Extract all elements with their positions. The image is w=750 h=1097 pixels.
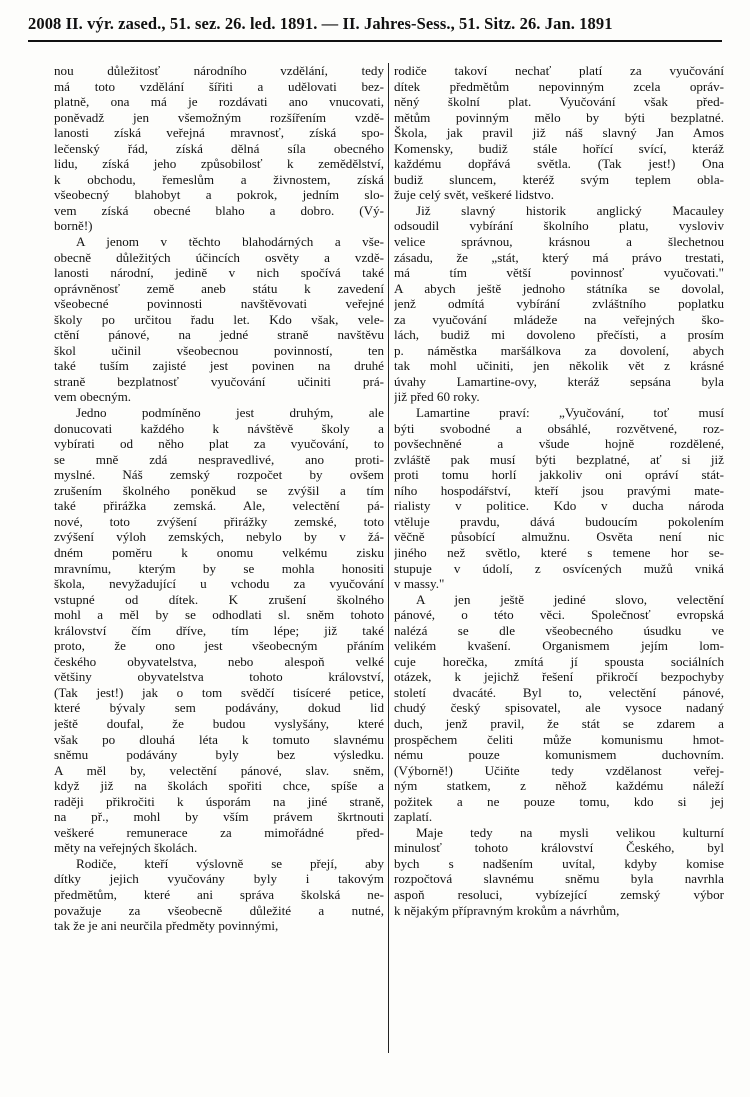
text-line: velice správnou, krásnou a šlechetnou: [394, 234, 724, 250]
text-line: věčně působící almužnu. Osvěta není nic: [394, 529, 724, 545]
text-line: oprávněnosť země aneb státu k zavedení: [54, 280, 384, 296]
text-line: sněmu podávány byly bez výsledku.: [54, 747, 384, 763]
text-line: (Tak jest!) jak o tom svědčí tisíceré petice,: [54, 684, 384, 700]
text-line: nému pouze komunismem duchovním.: [394, 747, 724, 763]
paragraph: [54, 63, 384, 234]
text-line: když již na školách spořiti chce, spíše a: [54, 778, 384, 794]
text-line: všeobecný blahobyt a pokrok, jedním slo-: [54, 187, 384, 203]
text-line: budiž sluncem, kteréž svým teplem obla-: [394, 171, 724, 187]
text-line: rodiče takoví nechať platí za vyučování: [394, 63, 724, 78]
text-line: mohl a měl by se odhodlati sl. sněm tohoto: [54, 607, 384, 623]
text-line: raději přikročiti k úsporám na jiné straně,: [54, 793, 384, 809]
text-line: škol učinil všeobecnou povinností, ten: [54, 342, 384, 358]
text-line: za vyučování mládeže na veřejných ško-: [394, 311, 724, 327]
text-line: A jen ještě jediné slovo, velectění: [416, 591, 724, 607]
text-line: myslné. Náš zemský rozpočet by ovšem: [54, 467, 384, 483]
text-line: lečenský řád, získá dělná síla obecného: [54, 140, 384, 156]
text-line: něný školní plat. Vyučování však před-: [394, 94, 724, 110]
text-line: nalézá se dle všeobecného úsudku ve: [394, 622, 724, 638]
text-line: minulosť tohoto království Českého, byl: [394, 840, 724, 856]
text-line: nou důležitosť národního vzdělání, tedy: [54, 63, 384, 78]
header-rule: [28, 40, 722, 42]
left-column: [54, 63, 384, 934]
text-line: požitek a ne pouze tomu, kdo si jej: [394, 793, 724, 809]
paragraph: [54, 856, 384, 934]
paragraph: [394, 203, 724, 405]
text-line: rialisty v politice. Kdo v ducha národa: [394, 498, 724, 514]
text-line: otázek, k jejichž řešení přikročí bezpochyby: [394, 669, 724, 685]
paragraph: [394, 592, 724, 825]
paragraph: [54, 234, 384, 405]
text-line: dítek předmětům nepovinným zcela opráv-: [394, 78, 724, 94]
text-line: má toto vzdělání šířiti a udělovati bez-: [54, 78, 384, 94]
page-header: 2008 II. výr. zased., 51. sez. 26. led. 1891. — II. Jahres-Sess., 51. Sitz. 26. Jan. 1891: [28, 14, 613, 33]
text-line: zaplatí.: [394, 809, 433, 825]
text-line: jiného než světlo, které s temene hor se-: [394, 544, 724, 560]
text-line: však po dlouhá léta k tomuto slavnému: [54, 731, 384, 747]
column-divider: [388, 63, 389, 1053]
text-line: vybírati od něho plat za vyučování, to: [54, 436, 384, 452]
text-line: mětům povinným mělo by býti bezplatné.: [394, 109, 724, 125]
text-line: povšechněné a všude hojně rozdělené,: [394, 436, 724, 452]
text-line: mravnímu, kterým by se mohla honositi: [54, 560, 384, 576]
text-line: má tím větší povinnosť vyučovati.": [394, 265, 724, 281]
text-line: Rodiče, kteří výslovně se přejí, aby: [76, 855, 384, 871]
text-line: cuje horečka, zmítá jí spousta sociálních: [394, 653, 724, 669]
text-line: A měl by, velectění pánové, slav. sněm,: [54, 762, 384, 778]
text-line: prospěchem čeliti může komunismu hmot-: [394, 731, 724, 747]
text-line: chudý český spisovatel, ale vysoce nadaný: [394, 700, 724, 716]
text-line: borně!): [54, 218, 93, 234]
text-line: vem získá obecné blaho a dobro. (Vý-: [54, 202, 384, 218]
text-line: také přirážka zemská. Ale, velectění pá-: [54, 498, 384, 514]
text-line: zvýšení výloh zemských, nebylo by v žá-: [54, 529, 384, 545]
text-line: platně, ona má je rozdávati ano vnucovati,: [54, 94, 384, 110]
text-line: předmětům, které ani správa školská ne-: [54, 886, 384, 902]
text-line: velikém kvašení. Organismem jejím lom-: [394, 638, 724, 654]
text-line: považuje za všeobecně důležité a nutné,: [54, 902, 384, 918]
paragraph: [54, 405, 384, 856]
text-line: straně bezplatnosť vyučování učiniti prá-: [54, 373, 384, 389]
text-line: ještě doufal, že budou vyslyšány, které: [54, 715, 384, 731]
text-line: které bývaly sem podávány, dokud lid: [54, 700, 384, 716]
text-line: obecně důležitých účincích osvěty a vzdě-: [54, 249, 384, 265]
text-line: století dvacáté. Byl to, velectění pánové,: [394, 684, 724, 700]
text-line: proto, že ono jest všeobecným přáním: [54, 638, 384, 654]
text-line: na př., mohl by vším právem škrtnouti: [54, 809, 384, 825]
text-line: bych s nadšením uvítal, kdyby komise: [394, 855, 724, 871]
text-line: zvláště pak musí býti bezplatné, ať si již: [394, 451, 724, 467]
text-line: duch, jenž pravil, že stát se zdarem a: [394, 715, 724, 731]
text-line: se mně zdá nespravedlivé, ano proti-: [54, 451, 384, 467]
text-line: již před 60 roky.: [394, 389, 480, 405]
text-line: také tuším zajisté jest povinen na druhé: [54, 358, 384, 374]
text-line: býti svobodné a obsáhlé, rozvětvené, roz-: [394, 420, 724, 436]
text-line: nové, toto zvýšení přirážky zemské, toto: [54, 513, 384, 529]
text-line: lanosti národní, jedině v nich spočívá také: [54, 265, 384, 281]
text-line: škola, nevyžadující u vchodu za vyučování: [54, 576, 384, 592]
text-line: A jenom v těchto blahodárných a vše-: [76, 234, 384, 250]
paragraph: [394, 825, 724, 918]
text-line: zásadu, že „stát, který má právo trestati,: [394, 249, 724, 265]
text-line: A abych ještě jednoho státníka se dovolal,: [394, 280, 724, 296]
text-line: pánové, o této věci. Společnosť evropská: [394, 607, 724, 623]
text-line: ctění pánové, na jedné straně navštěvu: [54, 327, 384, 343]
text-line: stupuje v údolí, z osvícených mužů vniká: [394, 560, 724, 576]
text-line: proti tomu horlí jakkoliv oni opráví stát-: [394, 467, 724, 483]
text-line: k obchodu, řemeslům a živnostem, získá: [54, 171, 384, 187]
paragraph: [394, 405, 724, 592]
text-line: ního hospodářství, kteří jsou pravými mate-: [394, 482, 724, 498]
text-line: k nějakým přípravným krokům a návrhům,: [394, 902, 620, 918]
text-line: žuje celý svět, veškeré lidstvo.: [394, 187, 554, 203]
text-line: odsoudil vybírání školního platu, vysloviv: [394, 218, 724, 234]
text-line: dítky jejich vyučovány byly i takovým: [54, 871, 384, 887]
text-line: Škola, jak pravil již náš slavný Jan Amos: [394, 125, 724, 141]
text-line: donucovati každého k návštěvě školy a: [54, 420, 384, 436]
paragraph: [394, 63, 724, 203]
text-line: (Výborně!) Učiňte tedy vzdělanost veřej-: [394, 762, 724, 778]
text-line: měty na veřejných školách.: [54, 840, 198, 856]
text-line: lanosti získá veřejná mravnosť, získá spo-: [54, 125, 384, 141]
text-line: vtěluje pravdu, dává budoucím pokolením: [394, 513, 724, 529]
text-line: českého obyvatelstva, nebo alespoň velké: [54, 653, 384, 669]
text-line: úvahy Lamartine-ovy, kteráž sepsána byla: [394, 373, 724, 389]
text-line: školy po určitou řadu let. Kdo však, vele-: [54, 311, 384, 327]
text-line: Komensky, budiž stále hořící svící, kteráž: [394, 140, 724, 156]
text-line: p. náměstka maršálkova za dovolení, abych: [394, 342, 724, 358]
text-line: zrušením školného poněkud se zvýšil a tím: [54, 482, 384, 498]
text-line: lách, budiž mi dovoleno přečísti, a prosím: [394, 327, 724, 343]
text-line: všeobecné povinnosti navštěvovati veřejné: [54, 296, 384, 312]
text-line: aspoň resoluci, vybízející zemský výbor: [394, 886, 724, 902]
text-line: veškeré remunerace za mimořádné před-: [54, 824, 384, 840]
text-line: tak že je ani neurčila předměty povinnými,: [54, 918, 279, 934]
text-line: Lamartine praví: „Vyučování, toť musí: [416, 405, 724, 421]
text-line: Již slavný historik anglický Macauley: [416, 202, 724, 218]
text-line: ným statkem, z něhož každému náleží: [394, 778, 724, 794]
text-line: poněvadž jen všemožným rozšířením vzdě-: [54, 109, 384, 125]
text-line: Maje tedy na mysli velikou kulturní: [416, 824, 724, 840]
text-line: rozpočtová slavnému sněmu byla navrhla: [394, 871, 724, 887]
text-line: lidu, získá jeho způsobilosť k zemědělství,: [54, 156, 384, 172]
text-line: vstupné od dítek. K zrušení školného: [54, 591, 384, 607]
text-line: dném poměru k onomu velkému zisku: [54, 544, 384, 560]
text-line: vem obecným.: [54, 389, 132, 405]
text-line: království čím dříve, tím lépe; již také: [54, 622, 384, 638]
text-line: tak mohl učiniti, jen několik vět z krásné: [394, 358, 724, 374]
right-column: [394, 63, 724, 918]
text-line: Jedno podmíněno jest druhým, ale: [76, 405, 384, 421]
text-line: většiny obyvatelstva tohoto království,: [54, 669, 384, 685]
text-line: v massy.": [394, 576, 445, 592]
text-line: každému dopřává světla. (Tak jest!) Ona: [394, 156, 724, 172]
text-line: jenž odmítá vybírání zvláštního poplatku: [394, 296, 724, 312]
